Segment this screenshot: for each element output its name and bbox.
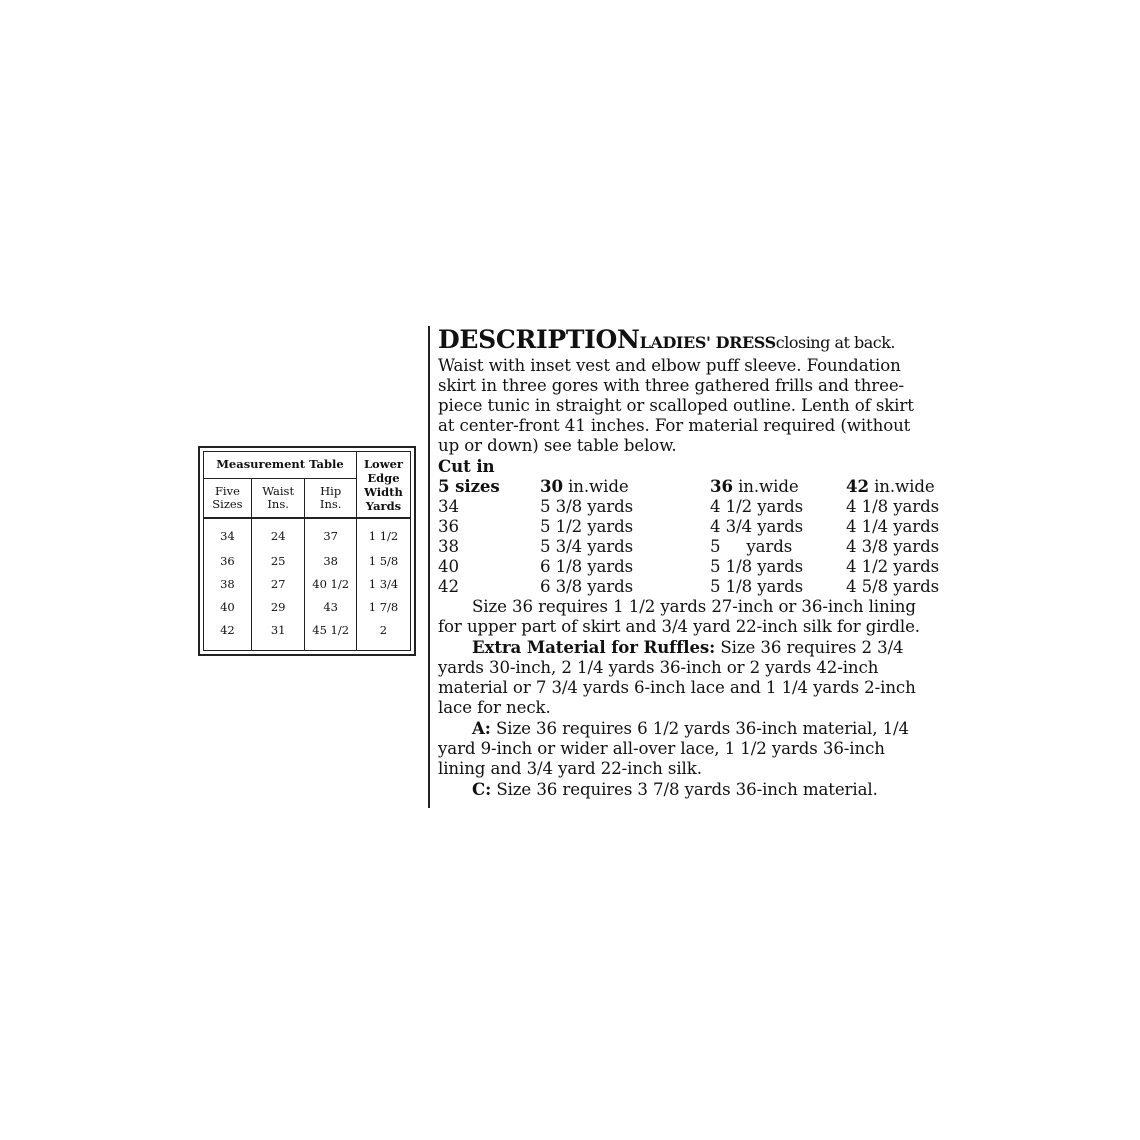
measurement-table-inner-border — [203, 451, 411, 651]
yardage-cell: 5 1/8 yards — [710, 577, 804, 596]
ruffles-paragraph — [438, 637, 950, 718]
yardage-table — [438, 476, 950, 597]
width-cell: 1 3/4 — [356, 573, 410, 596]
cut-in-label: Cut in — [438, 456, 495, 476]
ruffles-first-line — [438, 637, 950, 658]
intro-line: up or down) see table below. — [438, 436, 677, 455]
hip-header-line: Ins. — [319, 496, 342, 511]
lower-edge-header — [356, 452, 410, 518]
ruffles-line: lace for neck. — [438, 698, 551, 717]
hip-cell: 40 1/2 — [305, 573, 357, 596]
option-a-first-line — [438, 718, 950, 739]
lower-edge-header-line: Lower — [363, 456, 403, 471]
yardage-cell: 5 3/8 yards — [540, 497, 634, 516]
size-cell: 42 — [220, 622, 235, 637]
option-c-paragraph — [438, 779, 950, 800]
intro-line: Waist with inset vest and elbow puff sleeve. Foundation — [438, 356, 901, 375]
description-block — [438, 325, 950, 800]
yardage-cell: 4 1/2 yards — [846, 557, 940, 576]
sizes-label: 5 sizes — [438, 476, 500, 496]
width-cell: 2 — [356, 619, 410, 642]
size-cell: 34 — [220, 528, 235, 543]
yardage-size: 42 — [438, 577, 459, 596]
option-c-line — [438, 779, 950, 800]
lower-edge-header-line: Width — [364, 484, 403, 499]
description-heading: DESCRIPTION — [438, 325, 640, 354]
option-c-text: Size 36 requires 3 7/8 yards 36-inch material. — [491, 780, 878, 799]
yardage-cell: 5 1/8 yards — [710, 557, 804, 576]
hip-header — [305, 478, 357, 518]
size-cell: 38 — [220, 576, 235, 591]
yardage-cell: 4 3/8 yards — [846, 537, 940, 556]
lower-edge-header-line: Yards — [365, 498, 402, 513]
intro-line: skirt in three gores with three gathered frills and three- — [438, 376, 905, 395]
waist-header — [251, 478, 305, 518]
ruffles-line: material or 7 3/4 yards 6-inch lace and 1 1/4 yards 2-inch — [438, 678, 916, 697]
size-cell: 40 — [220, 599, 235, 614]
width-header — [710, 476, 846, 497]
description-headline — [438, 325, 950, 354]
lining-paragraph — [438, 597, 950, 637]
table-row — [204, 619, 410, 642]
lining-line: for upper part of skirt and 3/4 yard 22-inch silk for girdle. — [438, 617, 920, 636]
option-a-label: A: — [472, 718, 491, 738]
option-a-paragraph — [438, 718, 950, 779]
yardage-size: 38 — [438, 537, 459, 556]
five-sizes-header — [204, 478, 251, 518]
width-unit: in.wide — [562, 477, 629, 496]
hip-cell: 37 — [305, 518, 357, 550]
table-row — [204, 573, 410, 596]
measurement-table — [198, 446, 416, 656]
waist-cell: 25 — [251, 550, 305, 573]
waist-cell: 24 — [251, 518, 305, 550]
waist-header-line: Waist — [262, 483, 295, 498]
ruffles-line: yards 30-inch, 2 1/4 yards 36-inch or 2 yards 42-inch — [438, 658, 879, 677]
width-header — [540, 476, 710, 497]
waist-cell: 31 — [251, 619, 305, 642]
yardage-size: 40 — [438, 557, 459, 576]
measurement-grid — [204, 452, 410, 650]
ruffles-label: Extra Material for Ruffles: — [472, 637, 716, 657]
column-divider — [428, 326, 430, 808]
width-number: 42 — [846, 476, 869, 496]
intro-line: piece tunic in straight or scalloped outline. Lenth of skirt — [438, 396, 914, 415]
hip-cell: 38 — [305, 550, 357, 573]
ruffles-line: Size 36 requires 2 3/4 — [715, 638, 904, 657]
yardage-cell: 4 5/8 yards — [846, 577, 940, 596]
yardage-cell: 4 1/4 yards — [846, 517, 940, 536]
width-number: 36 — [710, 476, 733, 496]
waist-header-line: Ins. — [267, 496, 289, 511]
garment-name: LADIES' DRESS — [639, 333, 776, 352]
yardage-size: 34 — [438, 497, 459, 516]
yardage-size: 36 — [438, 517, 459, 536]
yardage-cell: 4 1/2 yards — [710, 497, 804, 516]
five-sizes-header-line: Sizes — [212, 496, 243, 511]
width-cell: 1 5/8 — [356, 550, 410, 573]
yardage-cell: 4 3/4 yards — [710, 517, 804, 536]
lining-line: Size 36 requires 1 1/2 yards 27-inch or 36-inch lining — [472, 597, 916, 616]
yardage-cell: 6 1/8 yards — [540, 557, 634, 576]
option-a-line: Size 36 requires 6 1/2 yards 36-inch material, 1/4 — [490, 719, 910, 738]
table-row — [204, 550, 410, 573]
width-number: 30 — [540, 476, 563, 496]
waist-cell: 29 — [251, 596, 305, 619]
yardage-cell: 5 3/4 yards — [540, 537, 634, 556]
size-cell: 36 — [220, 553, 235, 568]
hip-cell: 43 — [305, 596, 357, 619]
yardage-cell: 5 yards — [710, 537, 793, 556]
hip-header-line: Hip — [320, 483, 342, 498]
option-a-line: yard 9-inch or wider all-over lace, 1 1/2 yards 36-inch — [438, 739, 885, 758]
yardage-cell: 6 3/8 yards — [540, 577, 634, 596]
lower-edge-header-line: Edge — [367, 470, 400, 485]
option-a-line: lining and 3/4 yard 22-inch silk. — [438, 759, 702, 778]
closing-note: closing at back. — [775, 333, 896, 352]
width-cell: 1 7/8 — [356, 596, 410, 619]
table-row — [204, 518, 410, 550]
hip-cell: 45 1/2 — [305, 619, 357, 642]
width-unit: in.wide — [868, 477, 935, 496]
yardage-cell: 5 1/2 yards — [540, 517, 634, 536]
waist-cell: 27 — [251, 573, 305, 596]
yardage-cell: 4 1/8 yards — [846, 497, 940, 516]
intro-paragraph — [438, 356, 950, 456]
intro-line: at center-front 41 inches. For material required (without — [438, 416, 911, 435]
five-sizes-header-line: Five — [214, 483, 240, 498]
width-cell: 1 1/2 — [356, 518, 410, 550]
width-unit: in.wide — [732, 477, 799, 496]
table-row — [204, 596, 410, 619]
option-c-label: C: — [472, 779, 492, 799]
measurement-table-title: Measurement Table — [204, 452, 356, 478]
width-header — [846, 476, 950, 497]
